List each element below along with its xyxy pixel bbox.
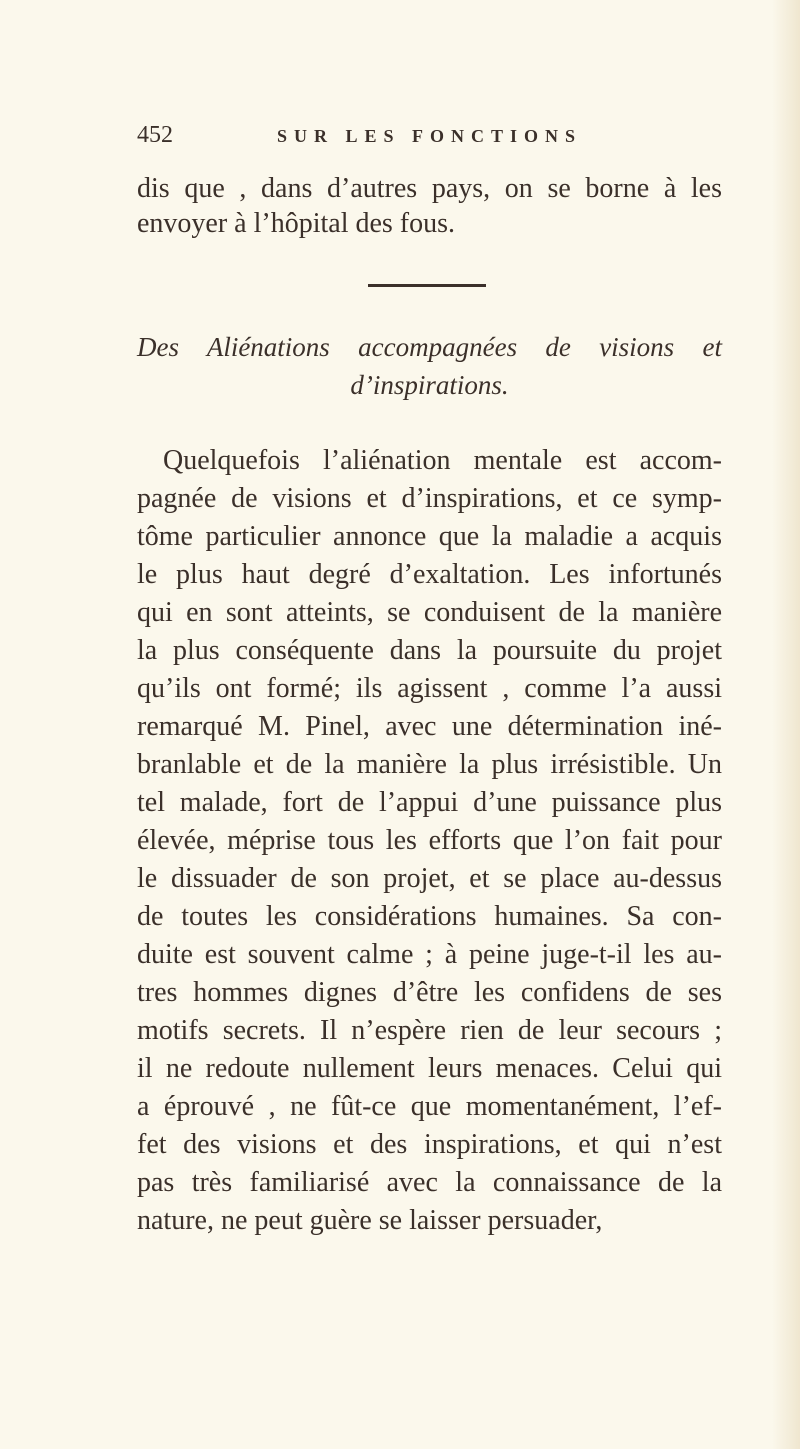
text-line: remarqué M. Pinel, avec une détermination iné-: [137, 711, 722, 742]
text-line: fet des visions et des inspirations, et qui n’est: [137, 1129, 722, 1160]
text-line: tôme particulier annonce que la maladie a acquis: [137, 521, 722, 552]
section-heading: Des Aliénations accompagnées de visions et: [137, 332, 722, 362]
text-line: motifs secrets. Il n’espère rien de leur secours ;: [137, 1015, 722, 1046]
text-line: le dissuader de son projet, et se place au-dessus: [137, 863, 722, 894]
text-line: qui en sont atteints, se conduisent de la manière: [137, 597, 722, 628]
text-line: duite est souvent calme ; à peine juge-t-il les au-: [137, 939, 722, 970]
page-number: 452: [137, 122, 173, 148]
text-line: pagnée de visions et d’inspirations, et ce symp-: [137, 483, 722, 514]
text-line: dis que , dans d’autres pays, on se borne à les: [137, 173, 722, 204]
text-line: la plus conséquente dans la poursuite du projet: [137, 635, 722, 666]
text-line: qu’ils ont formé; ils agissent , comme l’a aussi: [137, 673, 722, 704]
text-line: tres hommes dignes d’être les confidens de ses: [137, 977, 722, 1008]
section-divider: [368, 284, 486, 287]
section-heading-continued: d’inspirations.: [350, 370, 509, 400]
text-line: le plus haut degré d’exaltation. Les infortunés: [137, 559, 722, 590]
text-line: branlable et de la manière la plus irrésistible. Un: [137, 749, 722, 780]
text-line: a éprouvé , ne fût-ce que momentanément, l’ef-: [137, 1091, 722, 1122]
text-line: de toutes les considérations humaines. Sa con-: [137, 901, 722, 932]
text-line: il ne redoute nullement leurs menaces. Celui qui: [137, 1053, 722, 1084]
text-line: tel malade, fort de l’appui d’une puissance plus: [137, 787, 722, 818]
text-line: Quelquefois l’aliénation mentale est accom-: [163, 445, 722, 476]
text-line: envoyer à l’hôpital des fous.: [137, 208, 456, 239]
running-title: SUR LES FONCTIONS: [277, 126, 583, 146]
text-line: élevée, méprise tous les efforts que l’on fait pour: [137, 825, 722, 856]
page-edge-shadow: [772, 0, 800, 1449]
text-line: pas très familiarisé avec la connaissance de la: [137, 1167, 722, 1198]
text-line: nature, ne peut guère se laisser persuader,: [137, 1205, 603, 1236]
running-header: [137, 122, 722, 158]
